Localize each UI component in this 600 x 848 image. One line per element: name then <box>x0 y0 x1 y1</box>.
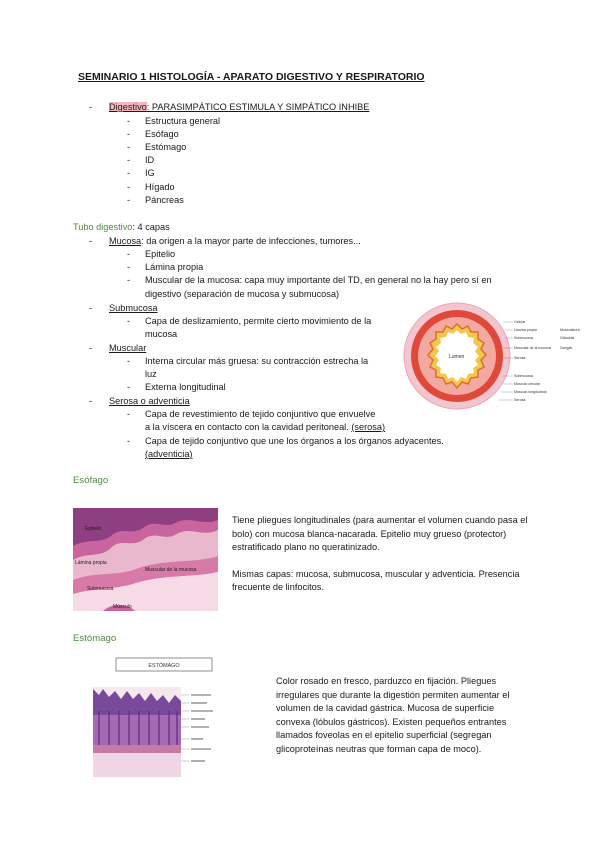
esofago-description <box>232 514 532 595</box>
gastric-glands-layer <box>93 715 181 745</box>
digestivo-line <box>109 101 369 114</box>
serosa-label: Serosa o adventicia <box>109 396 190 406</box>
mucosa-rest: : da origen a la mayor parte de infecciones, tumores... <box>141 236 361 246</box>
digestivo-rest: : PARASIMPÁTICO ESTIMULA Y SIMPÁTICO INHIBE <box>146 102 370 112</box>
bullet-dash: - <box>89 236 93 246</box>
image-leader-lines <box>181 695 189 761</box>
bullet-dash: - <box>89 102 93 112</box>
bullet-dash: - <box>127 129 131 139</box>
page-title: SEMINARIO 1 HISTOLOGÍA - APARATO DIGESTIVO Y RESPIRATORIO <box>78 71 425 83</box>
image-label: Músculo <box>113 604 132 610</box>
mucosa-label: Mucosa <box>109 236 142 246</box>
image-label: Lámina propia <box>75 560 107 566</box>
bullet-dash: - <box>89 396 93 406</box>
bullet-dash: - <box>127 116 131 126</box>
esofago-paragraph-2: Mismas capas: mucosa, submucosa, muscular y adventicia. Presencia frecuente de linfocitos. <box>232 568 520 593</box>
diagram-label: Submucosa <box>514 374 533 378</box>
esofago-histology-image <box>73 508 218 611</box>
bullet-dash: - <box>89 303 93 313</box>
bullet-dash: - <box>127 436 131 446</box>
digestivo-label: Digestivo <box>109 102 147 112</box>
image-label: Muscular de la mucosa <box>145 567 197 573</box>
adventicia-item: Capa de tejido conjuntivo que une los órganos a los órganos adyacentes. <box>145 436 444 446</box>
submucosa-item: Capa de deslizamiento, permite cierto movimiento de la <box>145 316 372 326</box>
digestivo-item: ID <box>145 155 155 165</box>
bullet-dash: - <box>127 316 131 326</box>
submucosa-label: Submucosa <box>109 303 158 313</box>
estomago-paragraph: Color rosado en fresco, parduzco en fijación. Pliegues irregulares que durante la digestión permiten aumentar el volumen de la cavidad gástrica. Mucosa de superficie convexa (lóbulos gástricos). Existen pequeños entrantes llamados foveolas en el epitelio superficial (segregan glicoproteínas neutras que forman capa de moco). <box>276 676 510 754</box>
diagram-label: Músculo longitudinal <box>514 390 547 394</box>
diagram-label: Submucosa <box>514 336 533 340</box>
diagram-label: Lámina propia <box>514 328 537 332</box>
muscular-item: Externa longitudinal <box>145 382 226 392</box>
diagram-label: Musculatura <box>560 328 580 332</box>
bullet-dash: - <box>127 168 131 178</box>
digestivo-item: Hígado <box>145 182 175 192</box>
diagram-label: Muscular de la mucosa <box>514 346 551 350</box>
submucosa-layer <box>93 753 181 777</box>
mucosa-muscular-text-cont: digestivo (separación de mucosa y submucosa) <box>145 289 340 299</box>
diagram-label: Músculo circular <box>514 382 540 386</box>
image-title: ESTÓMAGO <box>148 663 180 669</box>
bullet-dash: - <box>127 409 131 419</box>
bullet-dash: - <box>127 275 131 285</box>
tubo-suffix: : 4 capas <box>132 222 170 232</box>
serosa-item-text: a la víscera en contacto con la cavidad peritoneal. <box>145 422 352 432</box>
esofago-paragraph-1: Tiene pliegues longitudinales (para aumentar el volumen cuando pasa el bolo) con mucosa blanca-nacarada. Epitelio muy grueso (protector) estratificado plano no queratinizado. <box>232 515 528 553</box>
digestivo-item: Páncreas <box>145 195 184 205</box>
lumen-label: Lumen <box>449 354 465 360</box>
estomago-description <box>276 675 526 757</box>
digestivo-item: Estómago <box>145 142 187 152</box>
bullet-dash: - <box>127 195 131 205</box>
image-label: Epitelio <box>85 526 102 532</box>
image-label-marks <box>191 695 213 761</box>
bullet-dash: - <box>127 382 131 392</box>
submucosa-item-cont: mucosa <box>145 329 178 339</box>
serosa-term: (serosa) <box>351 422 386 432</box>
digestive-tube-cross-section-diagram <box>395 302 585 414</box>
mucosa-item: Epitelio <box>145 249 176 259</box>
estomago-histology-image <box>93 655 223 777</box>
mucosa-muscular-text: Muscular de la mucosa: capa muy importante del TD, en general no la hay pero sí en <box>145 275 492 285</box>
tubo-heading: Tubo digestivo <box>73 222 133 232</box>
bullet-dash: - <box>127 356 131 366</box>
bullet-dash: - <box>127 155 131 165</box>
mucosa-item: Lámina propia <box>145 262 204 272</box>
digestivo-item: IG <box>145 168 155 178</box>
diagram-label: Serosa <box>514 398 526 402</box>
mucosa-line <box>109 235 361 248</box>
muscular-label: Muscular <box>109 343 147 353</box>
diagram-label: Celular <box>514 320 526 324</box>
muscular-item: Interna circular más gruesa: su contracción estrecha la <box>145 356 369 366</box>
image-label: Submucosa <box>87 586 114 592</box>
diagram-label: Serosa <box>514 356 526 360</box>
muscular-item-cont: luz <box>145 369 157 379</box>
bullet-dash: - <box>127 262 131 272</box>
digestivo-item: Estructura general <box>145 116 221 126</box>
diagram-label: Glándula <box>560 336 575 340</box>
bullet-dash: - <box>127 182 131 192</box>
digestivo-item: Esófago <box>145 129 179 139</box>
muscularis-mucosae-layer <box>93 745 181 753</box>
bullet-dash: - <box>127 142 131 152</box>
diagram-label: Ganglio <box>560 346 573 350</box>
serosa-item-cont <box>145 421 385 434</box>
estomago-heading: Estómago <box>73 633 117 644</box>
serosa-item: Capa de revestimiento de tejido conjuntivo que envuelve <box>145 409 376 419</box>
tubo-heading-line <box>73 221 170 234</box>
adventicia-term: (adventicia) <box>145 449 193 459</box>
esofago-heading: Esófago <box>73 475 109 486</box>
bullet-dash: - <box>89 343 93 353</box>
bullet-dash: - <box>127 249 131 259</box>
